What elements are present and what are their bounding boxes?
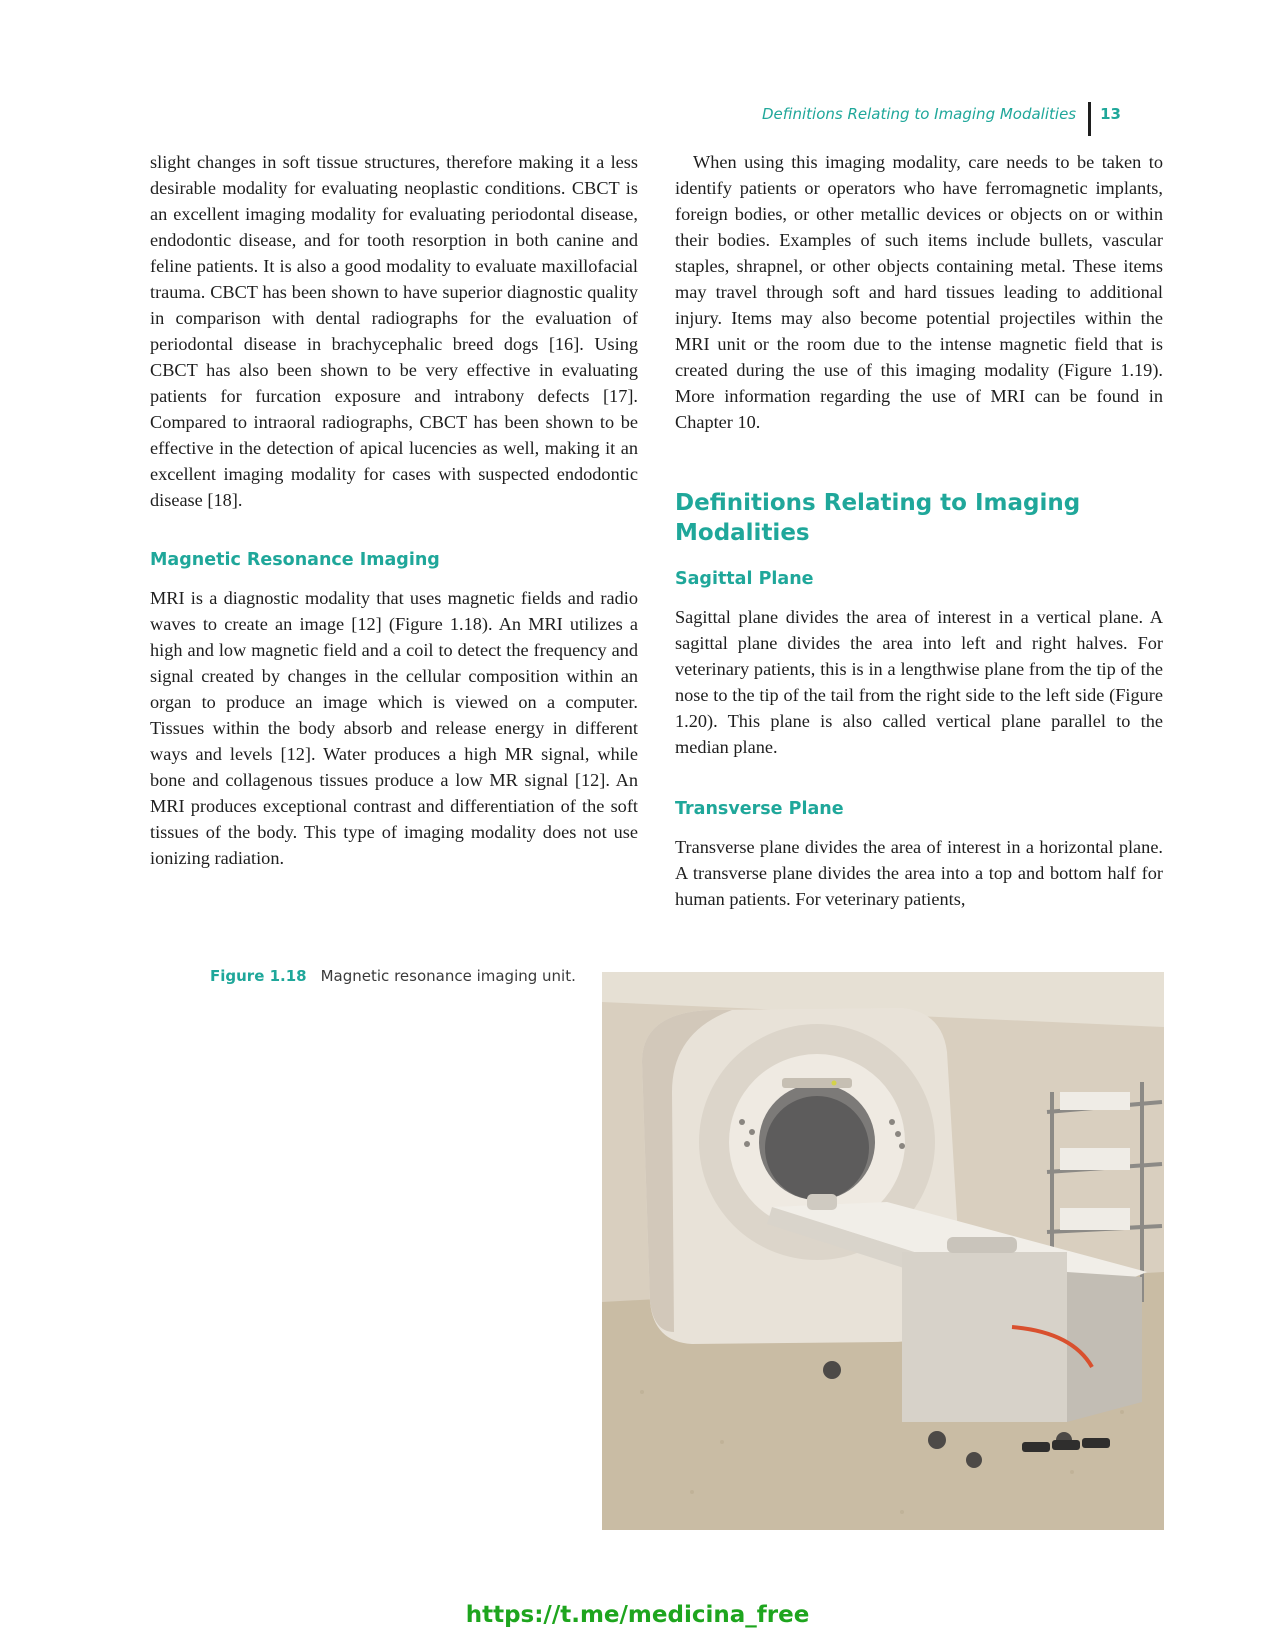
mri-heading: Magnetic Resonance Imaging — [150, 550, 440, 570]
mri-paragraph: MRI is a diagnostic modality that uses magnetic fields and radio waves to create an image [12] (Figure 1.18). An MRI utilizes a high and low magnetic field and a coil to detect the frequency and signal created by changes in the cellular composition within an organ to produce an image which is viewed on a computer. Tissues within the body absorb and release energy in different ways and levels [12]. Water produces a high MR signal, while bone and collagenous tissues produce a low MR signal [12]. An MRI produces exceptional contrast and differentiation of the soft tissues of the body. This type of imaging modality does not use ionizing radiation. — [150, 588, 638, 868]
header-divider — [1088, 102, 1091, 136]
mri-unit-photo — [602, 972, 1164, 1530]
left-column — [150, 149, 638, 871]
figure-caption — [210, 967, 590, 985]
transverse-paragraph: Transverse plane divides the area of interest in a horizontal plane. A transverse plane divides the area into a top and bottom half for human patients. For veterinary patients, — [675, 837, 1163, 909]
sagittal-heading: Sagittal Plane — [675, 569, 814, 589]
figure-caption-text: Magnetic resonance imaging unit. — [320, 967, 576, 985]
mri-safety-paragraph: When using this imaging modality, care needs to be taken to identify patients or operators who have ferromagnetic implants, foreign bodies, or other metallic devices or objects on or within their bodies. Examples of such items include bullets, vascular staples, shrapnel, or other objects containing metal. These items may travel through soft and hard tissues leading to additional injury. Items may also become potential projectiles within the MRI unit or the room due to the intense magnetic field that is created during the use of this imaging modality (Figure 1.19). More information regarding the use of MRI can be found in Chapter 10. — [675, 152, 1163, 432]
section-heading: Definitions Relating to Imaging Modalities — [675, 490, 1081, 546]
mri-unit-illustration — [602, 972, 1164, 1530]
transverse-heading: Transverse Plane — [675, 799, 844, 819]
page-number: 13 — [1100, 105, 1121, 123]
running-title: Definitions Relating to Imaging Modalities — [762, 105, 1077, 123]
footer-link[interactable]: https://t.me/medicina_free — [465, 1602, 810, 1628]
right-column — [675, 149, 1163, 912]
cbct-paragraph: slight changes in soft tissue structures, therefore making it a less desirable modality for evaluating neoplastic conditions. CBCT is an excellent imaging modality for evaluating periodontal disease, endodontic disease, and for tooth resorption in both canine and feline patients. It is also a good modality to evaluate maxillofacial trauma. CBCT has been shown to have superior diagnostic quality in comparison with dental radiographs for the evaluation of periodontal disease in brachycephalic breed dogs [16]. Using CBCT has also been shown to be very effective in evaluating patients for furcation exposure and intrabony defects [17]. Compared to intraoral radiographs, CBCT has been shown to be effective in the detection of apical lucencies as well, making it an excellent imaging modality for cases with suspected endodontic disease [18]. — [150, 152, 638, 510]
sagittal-paragraph: Sagittal plane divides the area of interest in a vertical plane. A sagittal plane divides the area into left and right halves. For veterinary patients, this is in a lengthwise plane from the tip of the nose to the tip of the tail from the right side to the left side (Figure 1.20). This plane is also called vertical plane parallel to the median plane. — [675, 607, 1163, 757]
running-head — [762, 102, 1121, 136]
figure-label: Figure 1.18 — [210, 967, 307, 985]
